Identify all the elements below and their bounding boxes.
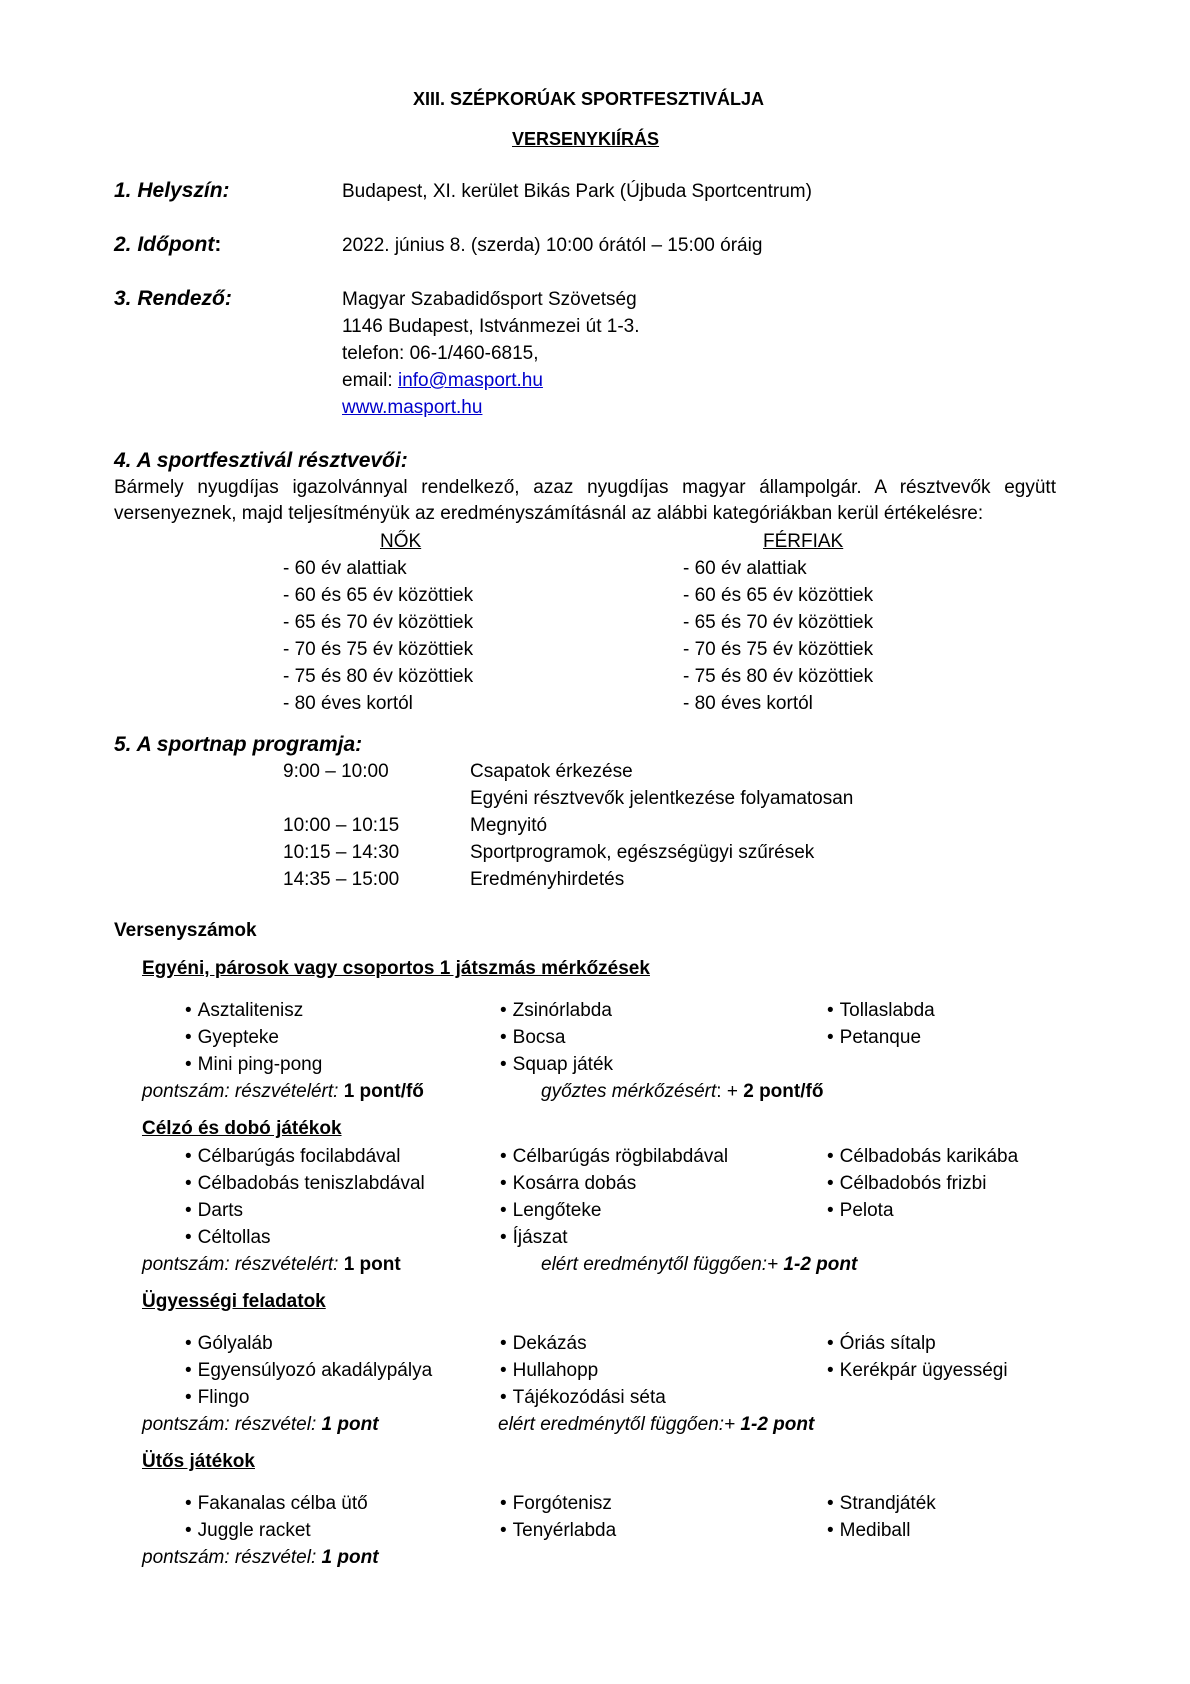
score-left-value: 1 pont <box>321 1414 379 1435</box>
women-category: - 75 és 80 év közöttiek <box>283 666 474 687</box>
program-description: Egyéni résztvevők jelentkezése folyamatosan <box>470 788 854 809</box>
program-description: Csapatok érkezése <box>470 761 633 782</box>
program-time: 10:15 – 14:30 <box>283 842 400 863</box>
program-description: Megnyitó <box>470 815 548 836</box>
score-right-value: 1-2 pont <box>740 1414 815 1435</box>
score-left <box>142 1081 424 1103</box>
event-item: • Gyepteke <box>185 1027 279 1049</box>
event-item: • Hullahopp <box>500 1360 598 1382</box>
score-left-value: 1 pont <box>321 1547 379 1568</box>
program-description: Sportprogramok, egészségügyi szűrések <box>470 842 815 863</box>
score-right-value: 1-2 pont <box>783 1254 858 1275</box>
website-link[interactable]: www.masport.hu <box>342 397 483 418</box>
event-item: • Célbadobás teniszlabdával <box>185 1173 425 1195</box>
event-item: • Bocsa <box>500 1027 565 1049</box>
score-left-value: 1 pont <box>343 1254 401 1275</box>
venue-label: 1. Helyszín: <box>114 179 230 202</box>
date-label-colon: : <box>214 233 222 256</box>
event-item: • Tájékozódási séta <box>500 1387 666 1409</box>
score-left-value: 1 pont/fő <box>343 1081 424 1102</box>
organizer-label: 3. Rendező: <box>114 287 232 310</box>
event-item: • Dekázás <box>500 1333 587 1355</box>
program-time: 10:00 – 10:15 <box>283 815 400 836</box>
event-item: • Strandjáték <box>827 1493 936 1515</box>
event-group-title: Egyéni, párosok vagy csoportos 1 játszmás mérkőzések <box>142 958 650 979</box>
organizer-email-line <box>342 370 543 392</box>
program-description: Eredményhirdetés <box>470 869 625 890</box>
women-category: - 60 év alattiak <box>283 558 407 579</box>
event-item: • Céltollas <box>185 1227 271 1249</box>
event-item: • Darts <box>185 1200 243 1222</box>
score-right <box>541 1254 857 1276</box>
score-left-label: pontszám: részvétel: <box>142 1547 322 1568</box>
score-right-mid: : + <box>716 1081 744 1102</box>
event-item: • Lengőteke <box>500 1200 601 1222</box>
event-group-title: Ütős játékok <box>142 1451 255 1472</box>
program-time: 9:00 – 10:00 <box>283 761 389 782</box>
event-item: • Petanque <box>827 1027 921 1049</box>
organizer-address: 1146 Budapest, Istvánmezei út 1-3. <box>342 316 640 337</box>
men-category: - 70 és 75 év közöttiek <box>683 639 874 660</box>
event-item: • Flingo <box>185 1387 249 1409</box>
event-item: • Egyensúlyozó akadálypálya <box>185 1360 432 1382</box>
date-label-text: 2. Időpont <box>114 233 215 256</box>
women-category: - 80 éves kortól <box>283 693 413 714</box>
events-label: Versenyszámok <box>114 920 257 941</box>
score-left <box>142 1254 401 1276</box>
score-left <box>142 1547 379 1569</box>
event-item: • Mini ping-pong <box>185 1054 322 1076</box>
men-category: - 65 és 70 év közöttiek <box>683 612 874 633</box>
event-item: • Zsinórlabda <box>500 1000 612 1022</box>
event-item: • Célbarúgás rögbilabdával <box>500 1146 728 1168</box>
event-item: • Célbarúgás focilabdával <box>185 1146 400 1168</box>
score-right-value: 2 pont/fő <box>743 1081 824 1102</box>
event-item: • Kerékpár ügyességi <box>827 1360 1008 1382</box>
men-category: - 60 év alattiak <box>683 558 807 579</box>
men-category: - 60 és 65 év közöttiek <box>683 585 874 606</box>
women-category: - 60 és 65 év közöttiek <box>283 585 474 606</box>
participants-label: 4. A sportfesztivál résztvevői: <box>114 449 408 472</box>
event-item: • Óriás sítalp <box>827 1333 936 1355</box>
event-item: • Tollaslabda <box>827 1000 935 1022</box>
organizer-phone: telefon: 06-1/460-6815, <box>342 343 539 364</box>
event-item: • Mediball <box>827 1520 910 1542</box>
men-category: - 80 éves kortól <box>683 693 813 714</box>
score-left-label: pontszám: részvétel: <box>142 1414 322 1435</box>
email-prefix: email: <box>342 370 398 391</box>
women-header: NŐK <box>380 531 422 552</box>
organizer-name: Magyar Szabadidősport Szövetség <box>342 289 637 310</box>
email-link[interactable]: info@masport.hu <box>397 370 543 391</box>
website-line <box>342 397 482 419</box>
score-right-label: elért eredménytől függően:+ <box>541 1254 784 1275</box>
score-left <box>142 1414 379 1436</box>
date-value: 2022. június 8. (szerda) 10:00 órától – 15:00 óráig <box>342 235 763 256</box>
event-item: • Pelota <box>827 1200 894 1222</box>
event-item: • Juggle racket <box>185 1520 311 1542</box>
score-right-label: elért eredménytől függően:+ <box>498 1414 741 1435</box>
score-right-label: győztes mérkőzésért <box>541 1081 717 1102</box>
score-left-label: pontszám: részvételért: <box>142 1081 344 1102</box>
score-left-label: pontszám: részvételért: <box>142 1254 344 1275</box>
men-header: FÉRFIAK <box>763 531 844 552</box>
event-item: • Kosárra dobás <box>500 1173 636 1195</box>
event-item: • Célbadobós frizbi <box>827 1173 986 1195</box>
men-category: - 75 és 80 év közöttiek <box>683 666 874 687</box>
women-category: - 70 és 75 év közöttiek <box>283 639 474 660</box>
program-label: 5. A sportnap programja: <box>114 733 363 756</box>
document-subtitle: VERSENYKIÍRÁS <box>512 129 660 149</box>
event-item: • Íjászat <box>500 1227 568 1249</box>
event-item: • Tenyérlabda <box>500 1520 616 1542</box>
program-time: 14:35 – 15:00 <box>283 869 400 890</box>
women-category: - 65 és 70 év közöttiek <box>283 612 474 633</box>
document-title: XIII. SZÉPKORÚAK SPORTFESZTIVÁLJA <box>413 89 765 109</box>
event-item: • Fakanalas célba ütő <box>185 1493 368 1515</box>
participants-text: Bármely nyugdíjas igazolvánnyal rendelkező, azaz nyugdíjas magyar állampolgár. A résztvevők együtt versenyeznek, majd teljesítményük az eredményszámításnál az alábbi kategóriákban kerül értékelésre: <box>114 477 1056 524</box>
event-item: • Forgótenisz <box>500 1493 612 1515</box>
event-item: • Squap játék <box>500 1054 613 1076</box>
event-item: • Célbadobás karikába <box>827 1146 1018 1168</box>
event-group-title: Célzó és dobó játékok <box>142 1118 342 1139</box>
event-item: • Gólyaláb <box>185 1333 273 1355</box>
date-label <box>114 234 221 256</box>
score-right <box>498 1414 814 1436</box>
event-item: • Asztalitenisz <box>185 1000 303 1022</box>
venue-value: Budapest, XI. kerület Bikás Park (Újbuda Sportcentrum) <box>342 181 812 202</box>
event-group-title: Ügyességi feladatok <box>142 1291 326 1312</box>
score-right <box>541 1081 823 1103</box>
